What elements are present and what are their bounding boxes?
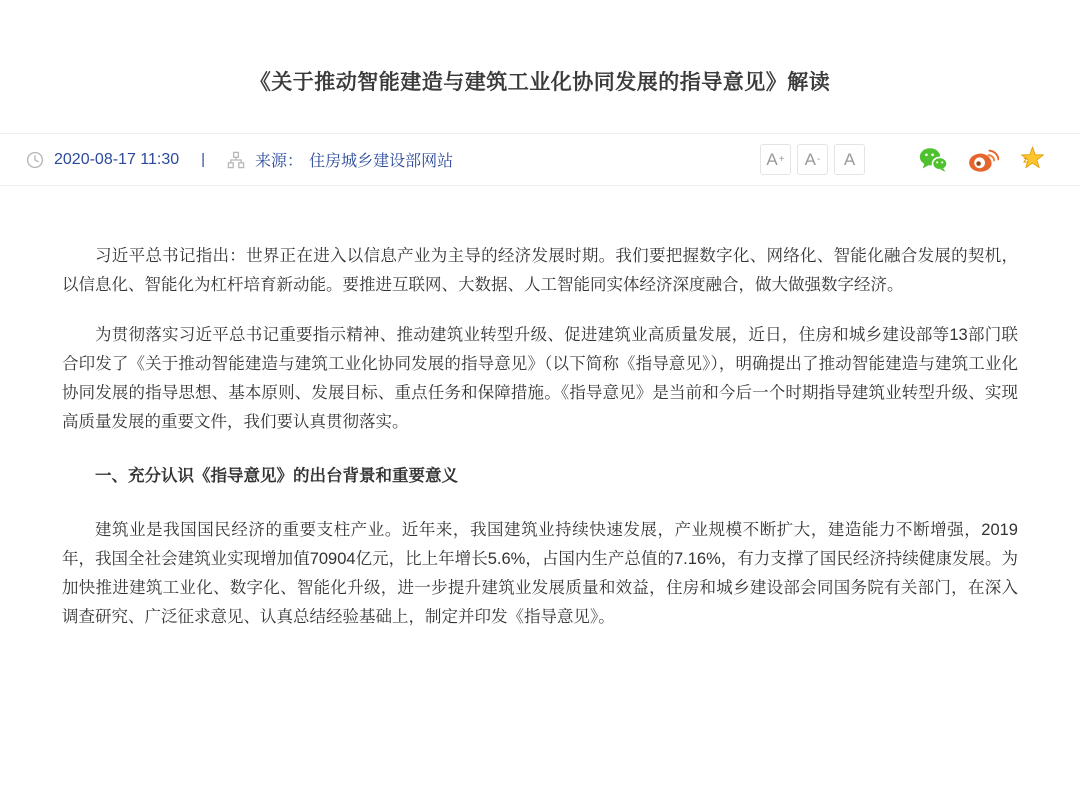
article-body [0, 242, 1080, 632]
minus-sign: - [817, 153, 821, 165]
qzone-share-icon[interactable] [1019, 146, 1046, 173]
plus-sign: + [778, 153, 785, 165]
wechat-share-icon[interactable] [919, 147, 948, 172]
source-link[interactable]: 住房城乡建设部网站 [309, 153, 454, 170]
paragraph-2: 为贯彻落实习近平总书记重要指示精神、推动建筑业转型升级、促进建筑业高质量发展，近日，住房和城乡建设部等13部门联合印发了《关于推动智能建造与建筑工业化协同发展的指导意见》（以下简称《指导意见》），明确提出了推动智能建造与建筑工业化协同发展的指导思想、基本原则、发展目标、重点任务和保障措施。《指导意见》是当前和今后一个时期指导建筑业转型升级、实现高质量发展的重要文件，我们要认真贯彻落实。 [62, 326, 1018, 431]
paragraph-3: 建筑业是我国国民经济的重要支柱产业。近年来，我国建筑业持续快速发展，产业规模不断扩大，建造能力不断增强，2019年，我国全社会建筑业实现增加值70904亿元，比上年增长5.6%，占国内生产总值的7.16%，有力支撑了国民经济持续健康发展。为加快推进建筑工业化、数字化、智能化升级，进一步提升建筑业发展质量和效益，住房和城乡建设部会同国务院有关部门，在深入调查研究、广泛征求意见、认真总结经验基础上，制定并印发《指导意见》。 [62, 521, 1018, 626]
page-title: 《关于推动智能建造与建筑工业化协同发展的指导意见》解读 [249, 71, 831, 94]
share-group [899, 146, 1046, 173]
article-page [0, 66, 1080, 786]
meta-bar [0, 133, 1080, 186]
meta-left [26, 148, 453, 171]
font-reset-button[interactable]: A [834, 144, 865, 175]
meta-separator: | [201, 151, 206, 168]
weibo-share-icon[interactable] [968, 146, 999, 173]
meta-right [760, 144, 1046, 175]
clock-icon [26, 151, 44, 169]
paragraph-1: 习近平总书记指出：世界正在进入以信息产业为主导的经济发展时期。我们要把握数字化、网络化、智能化融合发展的契机，以信息化、智能化为杠杆培育新动能。要推进互联网、大数据、人工智能同实体经济深度融合，做大做强数字经济。 [62, 247, 1018, 294]
svg-text:z: z [1023, 154, 1028, 165]
font-decrease-button[interactable]: A - [797, 144, 828, 175]
section-heading-1: 一、充分认识《指导意见》的出台背景和重要意义 [95, 467, 458, 485]
sitemap-icon [227, 151, 245, 169]
source-label: 来源： [255, 153, 304, 170]
font-increase-button[interactable]: A + [760, 144, 791, 175]
publish-datetime: 2020-08-17 11:30 [54, 150, 180, 168]
